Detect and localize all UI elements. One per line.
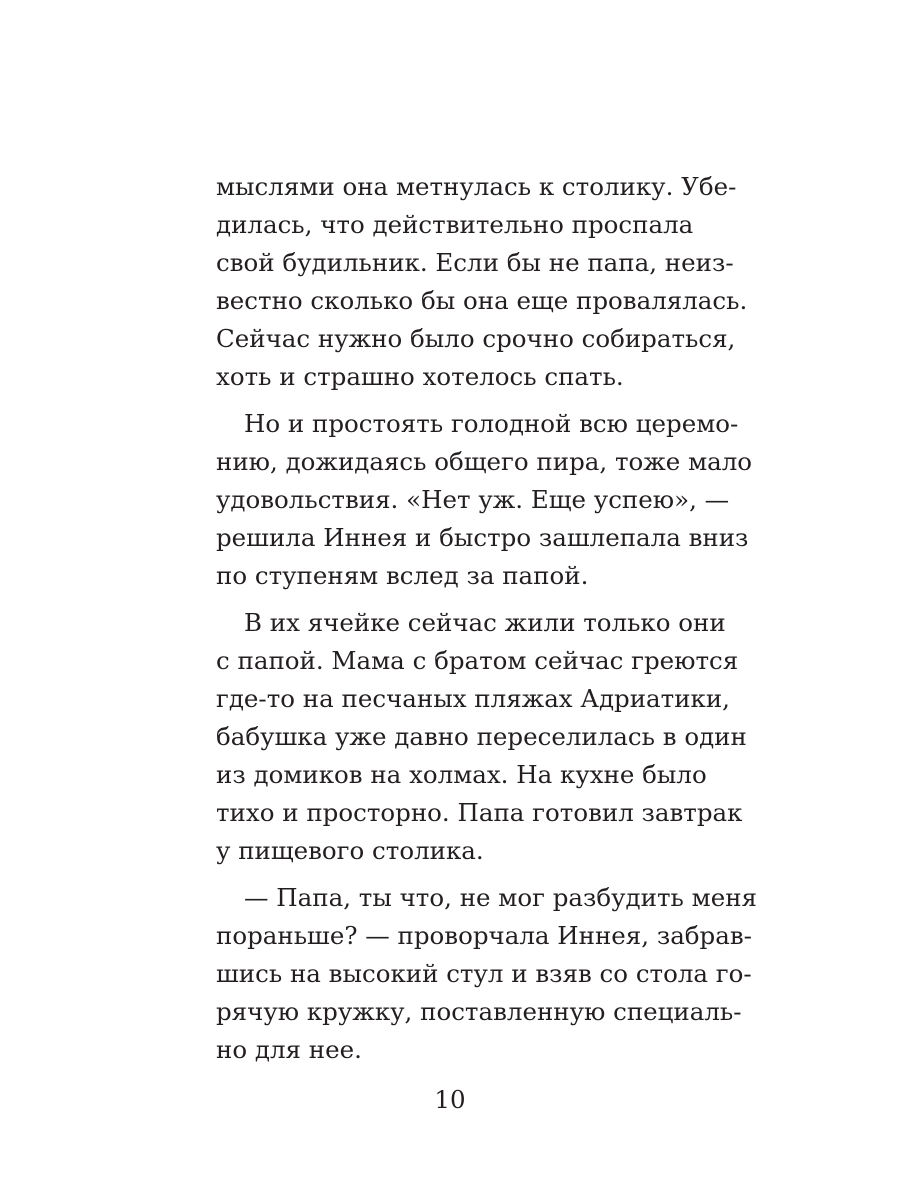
text-line: — Папа, ты что, не мог разбудить меня bbox=[244, 883, 757, 912]
text-line: хоть и страшно хотелось спать. bbox=[216, 362, 624, 391]
text-line: дилась, что действительно проспала bbox=[216, 210, 694, 239]
text-line: вестно сколько бы она еще провалялась. bbox=[216, 286, 748, 315]
text-line: у пищевого столика. bbox=[216, 836, 484, 865]
text-line: свой будильник. Если бы не папа, неиз- bbox=[216, 248, 734, 277]
text-line: из домиков на холмах. На кухне было bbox=[216, 760, 707, 789]
text-line: В их ячейке сейчас жили только они bbox=[244, 608, 726, 637]
text-line: Сейчас нужно было срочно собираться, bbox=[216, 324, 736, 353]
text-line: пораньше? — проворчала Иннея, забрав- bbox=[216, 921, 752, 950]
text-line: рячую кружку, поставленную специаль- bbox=[216, 997, 742, 1026]
text-line: но для нее. bbox=[216, 1035, 362, 1064]
text-line: с папой. Мама с братом сейчас греются bbox=[216, 646, 739, 675]
text-line: удовольствия. «Нет уж. Еще успею», — bbox=[216, 485, 730, 514]
text-line: тихо и просторно. Папа готовил завтрак bbox=[216, 798, 743, 827]
text-line: по ступеням вслед за папой. bbox=[216, 561, 589, 590]
text-line: бабушка уже давно переселилась в один bbox=[216, 722, 747, 751]
text-line: шись на высокий стул и взяв со стола го- bbox=[216, 959, 752, 988]
text-line: решила Иннея и быстро зашлепала вниз bbox=[216, 523, 749, 552]
text-line: мыслями она метнулась к столику. Убе- bbox=[216, 172, 737, 201]
text-line: нию, дожидаясь общего пира, тоже мало bbox=[216, 447, 753, 476]
text-line: где-то на песчаных пляжах Адриатики, bbox=[216, 684, 730, 713]
page-number: 10 bbox=[434, 1085, 466, 1114]
text-line: Но и простоять голодной всю церемо- bbox=[244, 409, 739, 438]
